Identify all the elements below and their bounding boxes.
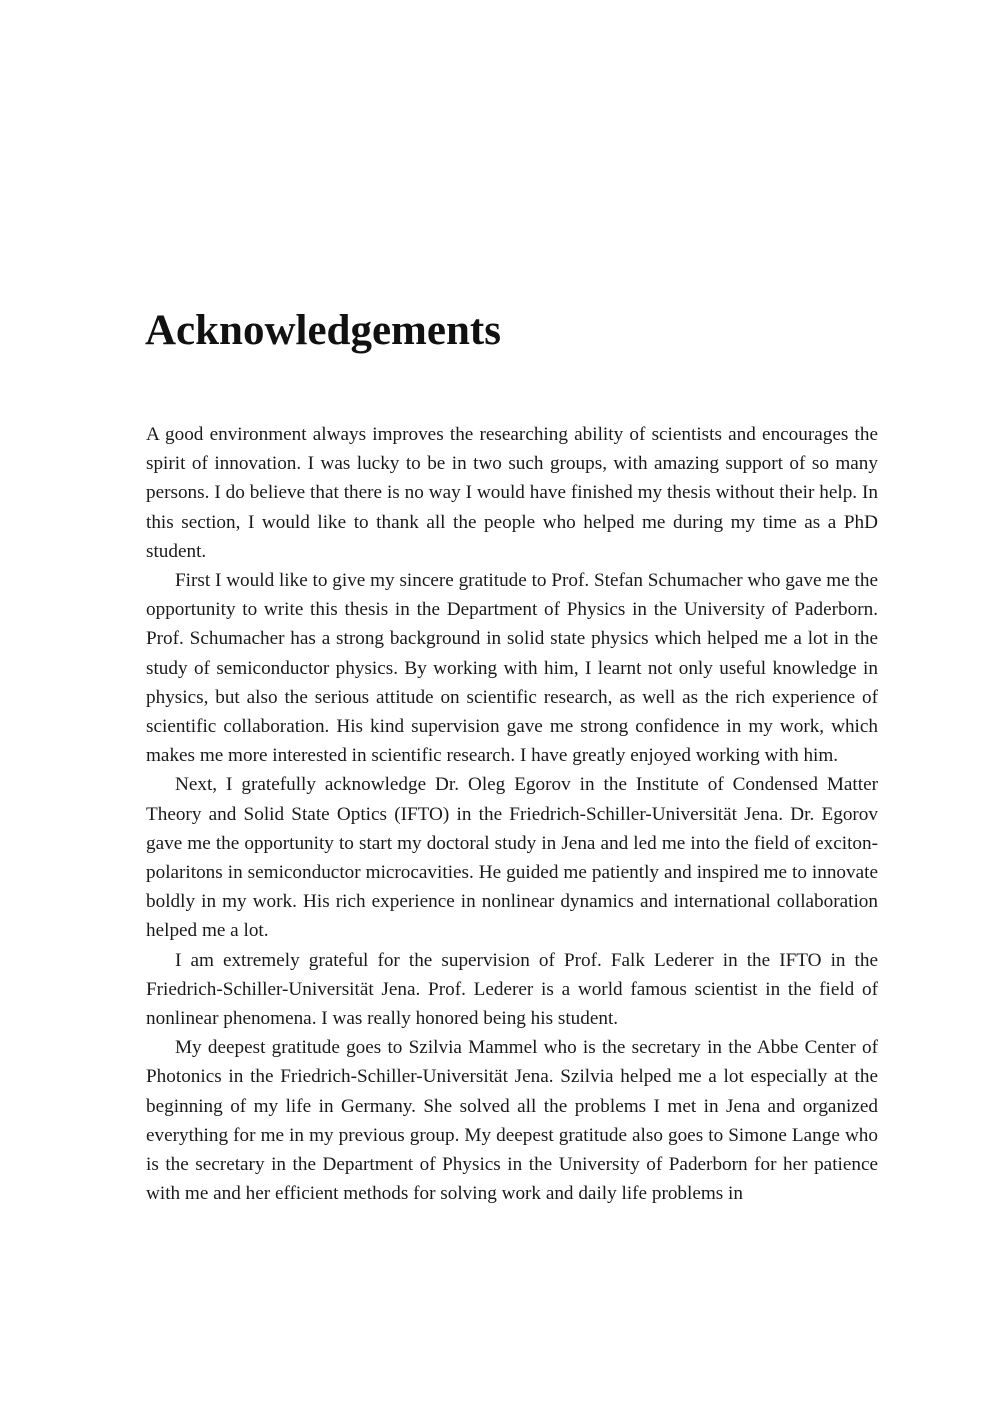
paragraph-intro: A good environment always improves the researching ability of scientists and encourages the spirit of innovation. I was lucky to be in two such groups, with amazing support of so many persons. I do believe that there is no way I would have finished my thesis without their help. In this section, I would like to thank all the people who helped me during my time as a PhD student.	[146, 424, 878, 562]
paragraph-schumacher: First I would like to give my sincere gratitude to Prof. Stefan Schumacher who gave me the opportunity to write this thesis in the Department of Physics in the University of Paderborn. Prof. Schumacher has a strong background in solid state physics which helped me a lot in the study of semiconductor physics. By working with him, I learnt not only useful knowledge in physics, but also the serious attitude on scientific research, as well as the rich experience of scientific collaboration. His kind supervision gave me strong confidence in my work, which makes me more interested in scientific research. I have greatly enjoyed working with him.	[146, 570, 878, 767]
paragraph-secretaries: My deepest gratitude goes to Szilvia Mammel who is the secretary in the Abbe Center of Photonics in the Friedrich-Schiller-Universität Jena. Szilvia helped me a lot especially at the beginning of my life in Germany. She solved all the problems I met in Jena and organized everything for me in my previous group. My deepest gratitude also goes to Simone Lange who is the secretary in the Department of Physics in the University of Paderborn for her patience with me and her efficient methods for solving work and daily life problems in	[146, 1037, 878, 1205]
paragraph-lederer: I am extremely grateful for the supervision of Prof. Falk Lederer in the IFTO in the Friedrich-Schiller-Universität Jena. Prof. Lederer is a world famous scientist in the field of nonlinear phenomena. I was really honored being his student.	[146, 949, 878, 1030]
paragraph-egorov: Next, I gratefully acknowledge Dr. Oleg Egorov in the Institute of Condensed Matter Theory and Solid State Optics (IFTO) in the Friedrich-Schiller-Universität Jena. Dr. Egorov gave me the opportunity to start my doctoral study in Jena and led me into the field of exciton-polaritons in semiconductor microcavities. He guided me patiently and inspired me to innovate boldly in my work. His rich experience in nonlinear dynamics and international collaboration helped me a lot.	[146, 774, 878, 942]
body-text	[146, 420, 878, 1208]
chapter-title: Acknowledgements	[145, 307, 501, 354]
